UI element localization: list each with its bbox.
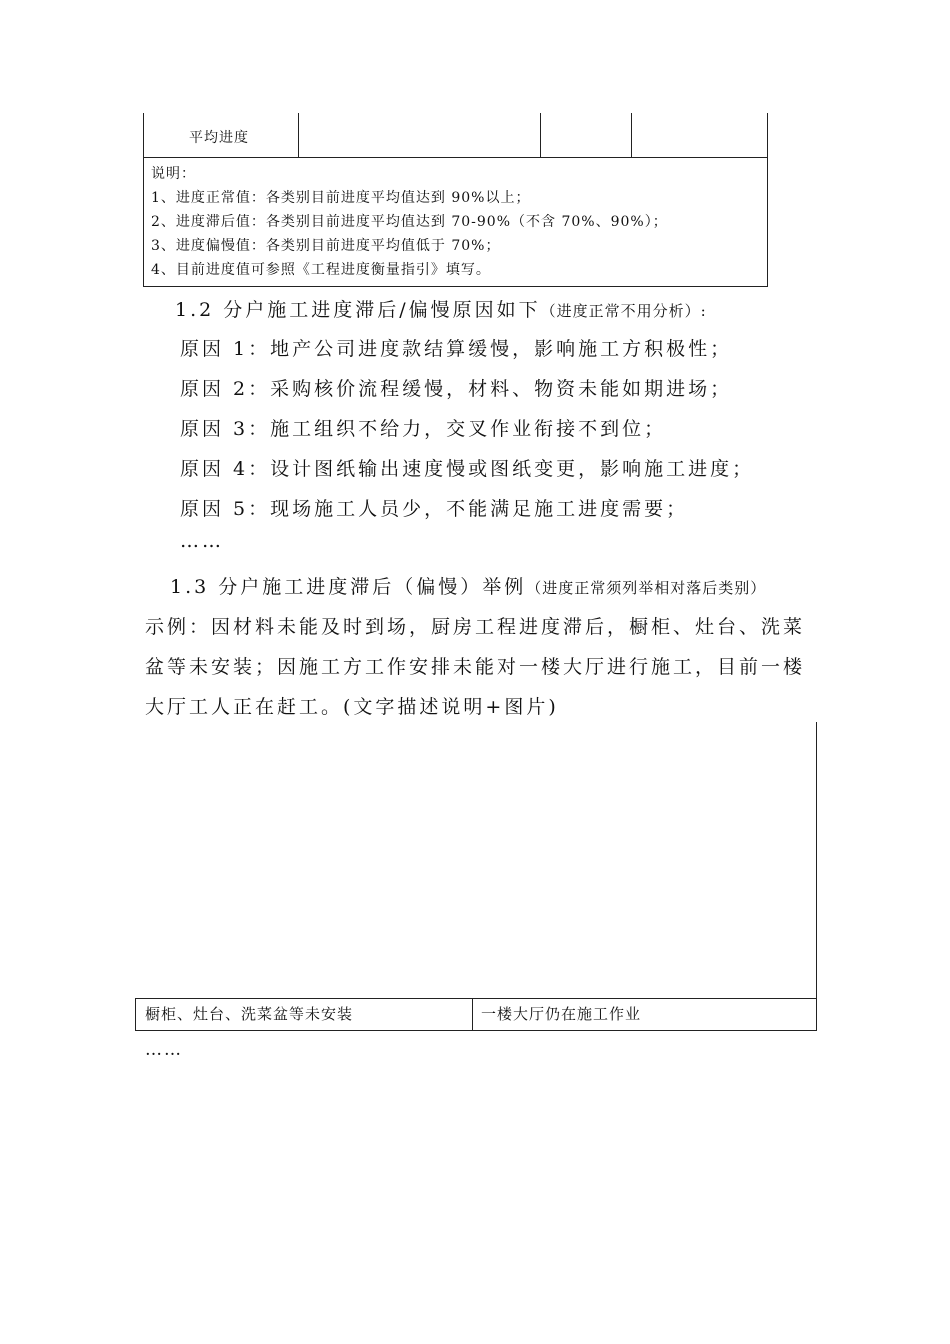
caption-table-divider	[472, 998, 473, 1031]
reason-item: 原因 3：施工组织不给力，交叉作业衔接不到位；	[180, 418, 667, 440]
note-item: 1、进度正常值：各类别目前进度平均值达到 90%以上；	[151, 190, 531, 206]
notes-title: 说明：	[151, 166, 196, 182]
note-item: 4、目前进度值可参照《工程进度衡量指引》填写。	[151, 262, 491, 278]
reasons-ellipsis: ……	[180, 530, 224, 552]
table-border-left	[143, 113, 144, 287]
reason-item: 原因 5：现场施工人员少，不能满足施工进度需要；	[180, 498, 689, 520]
reason-item: 原因 1：地产公司进度款结算缓慢，影响施工方积极性；	[180, 338, 733, 360]
caption-lobby: 一楼大厅仍在施工作业	[481, 1005, 642, 1023]
table-border-bottom	[143, 286, 768, 287]
table-col-divider-3	[631, 113, 632, 158]
caption-table-top	[135, 998, 817, 999]
table-row-divider	[143, 157, 768, 158]
section-1-3-note: （进度正常须列举相对落后类别）	[526, 579, 767, 597]
section-1-2-note: （进度正常不用分析）:	[540, 302, 707, 320]
reason-item: 原因 2：采购核价流程缓慢，材料、物资未能如期进场；	[180, 378, 733, 400]
image-area-border-right	[816, 722, 817, 1031]
table-row-label: 平均进度	[189, 130, 249, 146]
caption-table-bottom	[135, 1030, 817, 1031]
note-item: 2、进度滞后值：各类别目前进度平均值达到 70-90%（不含 70%、90%）；	[151, 214, 668, 230]
note-item: 3、进度偏慢值：各类别目前进度平均值低于 70%；	[151, 238, 501, 254]
example-line: 盆等未安装；因施工方工作安排未能对一楼大厅进行施工，目前一楼	[145, 656, 806, 678]
reason-item: 原因 4：设计图纸输出速度慢或图纸变更，影响施工进度；	[180, 458, 755, 480]
section-1-2-heading	[175, 295, 707, 322]
caption-table-left	[135, 998, 136, 1031]
section-1-3-heading	[170, 572, 766, 599]
example-ellipsis: ……	[145, 1040, 183, 1060]
table-col-divider-1	[298, 113, 299, 158]
section-1-2-title: 1.2 分户施工进度滞后/偏慢原因如下	[175, 299, 541, 321]
example-line: 大厅工人正在赶工。(文字描述说明+图片)	[145, 696, 559, 718]
table-col-divider-2	[540, 113, 541, 158]
caption-kitchen: 橱柜、灶台、洗菜盆等未安装	[145, 1005, 354, 1023]
table-notes	[151, 162, 668, 282]
table-border-right	[767, 113, 768, 287]
section-1-3-title: 1.3 分户施工进度滞后（偏慢）举例	[170, 576, 527, 598]
example-line: 示例：因材料未能及时到场，厨房工程进度滞后，橱柜、灶台、洗菜	[145, 616, 806, 638]
